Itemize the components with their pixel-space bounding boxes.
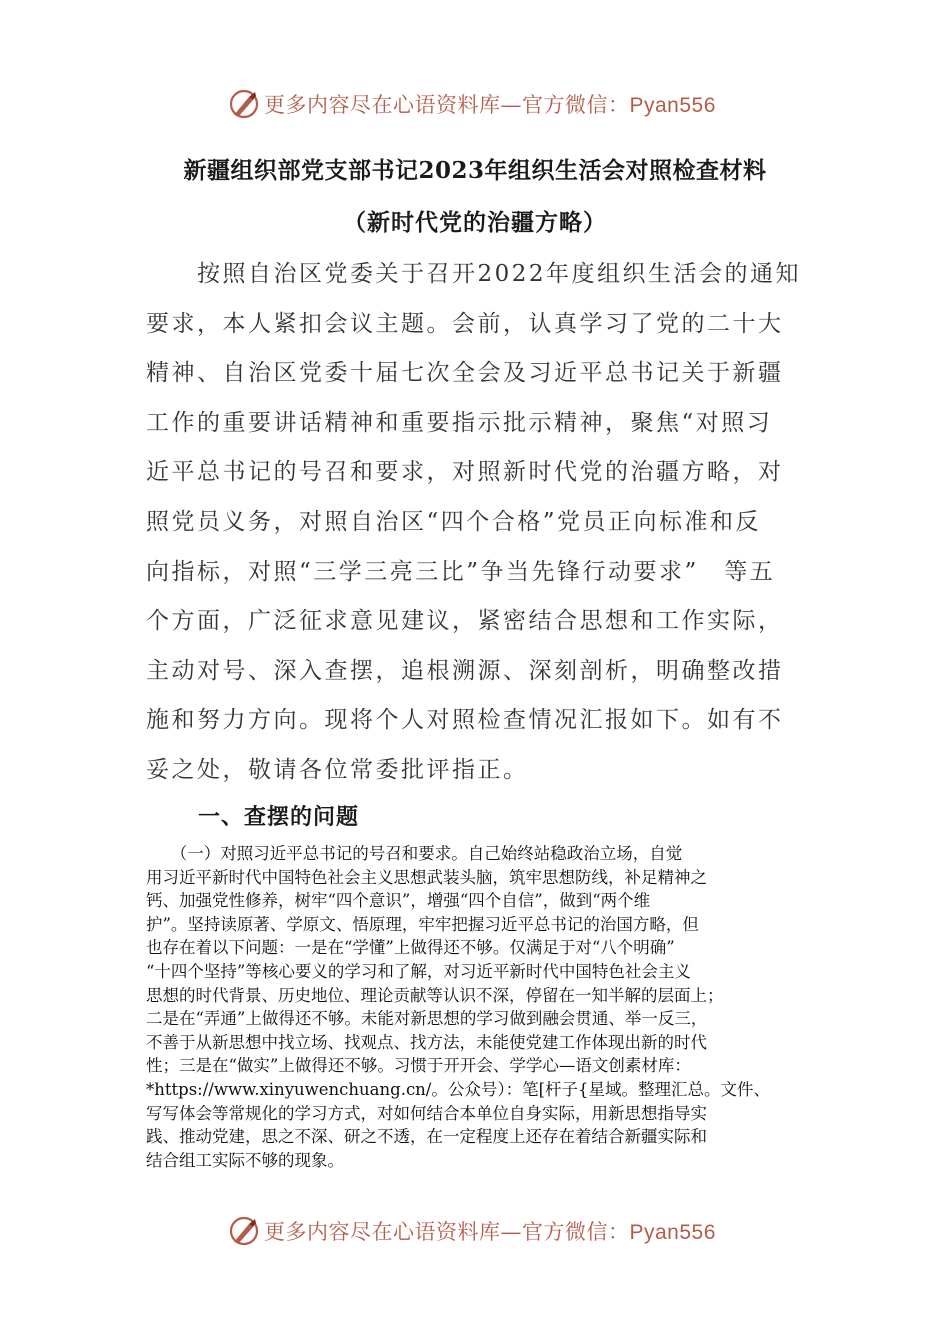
section-line: 思想的时代背景、历史地位、理论贡献等认识不深，停留在一知半解的层面上； xyxy=(146,985,724,1005)
watermark-text xyxy=(264,1216,716,1246)
intro-line: 妥之处，敬请各位常委批评指正。 xyxy=(146,756,529,783)
quill-logo-icon xyxy=(228,88,260,120)
intro-line: 要求，本人紧扣会议主题。会前，认真学习了党的二十大 xyxy=(146,310,784,337)
watermark-wechat-id: Pyan556 xyxy=(629,94,716,117)
section-line: 二是在“弄通”上做得还不够。未能对新思想的学习做到融会贯通、举一反三， xyxy=(146,1009,708,1029)
section-line: 不善于从新思想中找立场、找观点、找方法，未能使党建工作体现出新的时代 xyxy=(146,1032,707,1052)
watermark-banner-bottom xyxy=(228,1211,716,1251)
section-line: 护”。坚持读原著、学原文、悟原理，牢牢把握习近平总书记的治国方略，但 xyxy=(146,914,699,934)
intro-line: 施和努力方向。现将个人对照检查情况汇报如下。如有不 xyxy=(146,707,784,734)
watermark-banner-top xyxy=(228,84,716,124)
section-line: 也存在着以下问题：一是在“学懂”上做得还不够。仅满足于对“八个明确” xyxy=(146,938,675,958)
document-title: 新疆组织部党支部书记2023年组织生活会对照检查材料 xyxy=(183,157,767,184)
watermark-text xyxy=(264,89,716,119)
intro-line: 工作的重要讲话精神和重要指示批示精神，聚焦“对照习 xyxy=(146,409,773,436)
section-line: 用习近平新时代中国特色社会主义思想武装头脑，筑牢思想防线，补足精神之 xyxy=(146,867,707,887)
watermark-text-cn: 更多内容尽在心语资料库—官方微信： xyxy=(264,93,630,117)
intro-line: 照党员义务，对照自治区“四个合格”党员正向标准和反 xyxy=(146,508,762,535)
watermark-text-cn: 更多内容尽在心语资料库—官方微信： xyxy=(264,1220,630,1244)
section-paragraph xyxy=(146,842,826,1172)
document-subtitle: （新时代党的治疆方略） xyxy=(343,209,607,236)
intro-line: 主动对号、深入查摆，追根溯源、深刻剖析，明确整改措 xyxy=(146,657,784,684)
intro-paragraph xyxy=(146,250,806,796)
section-line: 结合组工实际不够的现象。 xyxy=(146,1150,344,1170)
section-line: 写写体会等常规化的学习方式，对如何结合本单位自身实际，用新思想指导实 xyxy=(146,1103,707,1123)
section-line: “十四个坚持”等核心要义的学习和了解，对习近平新时代中国特色社会主义 xyxy=(146,961,691,981)
section-line: 性；三是在“做实”上做得还不够。习惯于开开会、学学心—语文创素材库： xyxy=(146,1056,691,1076)
intro-line: 精神、自治区党委十届七次全会及习近平总书记关于新疆 xyxy=(146,360,784,387)
section-line: 钙、加强党性修养，树牢“四个意识”，增强“四个自信”，做到“两个维 xyxy=(146,891,651,911)
quill-logo-icon xyxy=(228,1215,260,1247)
section-line: 践、推动党建，思之不深、研之不透，在一定程度上还存在着结合新疆实际和 xyxy=(146,1127,707,1147)
intro-line: 向指标，对照“三学三亮三比”争当先锋行动要求” 等五 xyxy=(146,558,776,585)
section-heading: 一、查摆的问题 xyxy=(198,804,360,830)
intro-line: 按照自治区党委关于召开2022年度组织生活会的通知 xyxy=(146,261,802,287)
watermark-wechat-id: Pyan556 xyxy=(629,1221,716,1244)
intro-line: 个方面，广泛征求意见建议，紧密结合思想和工作实际， xyxy=(146,608,784,635)
section-line: （一）对照习近平总书记的号召和要求。自己始终站稳政治立场，自觉 xyxy=(146,844,683,863)
intro-line: 近平总书记的号召和要求，对照新时代党的治疆方略，对 xyxy=(146,459,784,486)
section-line: *https://www.xinyuwenchuang.cn/。公众号）：笔[杆子{星域。整理汇总。文件、 xyxy=(146,1079,771,1099)
